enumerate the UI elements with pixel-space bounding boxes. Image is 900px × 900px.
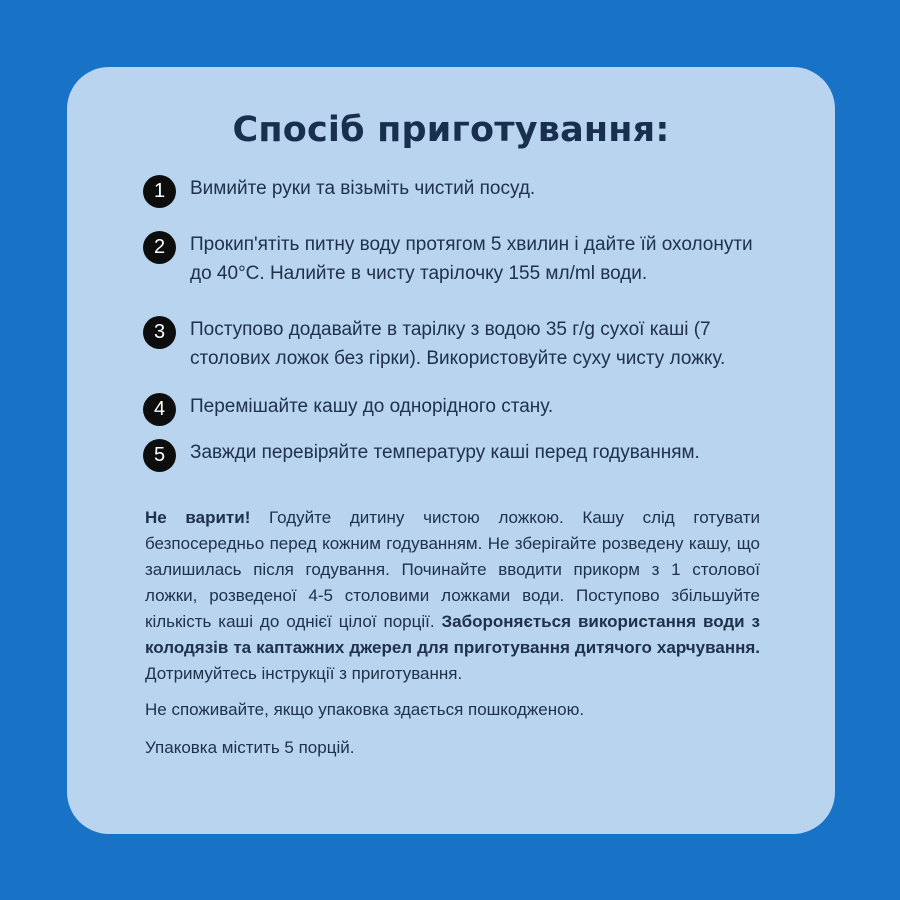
step-text: Прокип'ятіть питну воду протягом 5 хвилин і дайте їй охолонути до 40°C. Налийте в чисту тарілочку 155 мл/ml води. (190, 234, 753, 284)
warning-paragraph (145, 505, 760, 687)
step-text: Завжди перевіряйте температуру каші перед годуванням. (190, 442, 700, 463)
page-title: Спосіб приготування: (232, 110, 670, 150)
step-number-badge: 4 (143, 393, 176, 426)
step-number-badge: 2 (143, 231, 176, 264)
damaged-package-note: Не споживайте, якщо упаковка здається пошкодженою. (145, 700, 585, 719)
portions-note: Упаковка містить 5 порцій. (145, 738, 355, 757)
instructions-text: Дотримуйтесь інструкції з приготування. (145, 664, 463, 683)
step-text: Перемішайте кашу до однорідного стану. (190, 396, 554, 417)
instructions-card (67, 67, 835, 834)
step-number-badge: 5 (143, 439, 176, 472)
warning-text: Годуйте дитину чистою ложкою. Кашу слід готувати безпосередньо перед кожним годуванням. Не зберігайте розведену кашу, що залишилась після годування. Починайте вводити прикорм з 1 столової ложки, розведеної 4-5 столовими ложками води. Поступово збільшуйте кількість каші до однієї цілої порції. (145, 508, 760, 631)
warning-bold-text: Не варити! (145, 508, 251, 527)
step-number-badge: 3 (143, 316, 176, 349)
step-text: Поступово додавайте в тарілку з водою 35 г/g сухої каші (7 столових ложок без гірки). Використовуйте суху чисту ложку. (190, 319, 726, 369)
step-number-badge: 1 (143, 175, 176, 208)
prohibition-bold-text: Забороняється використання води з колодязів та каптажних джерел для приготування дитячого харчування. (145, 612, 761, 657)
notes-section (145, 505, 760, 773)
step-text: Вимийте руки та візьміть чистий посуд. (190, 178, 536, 199)
